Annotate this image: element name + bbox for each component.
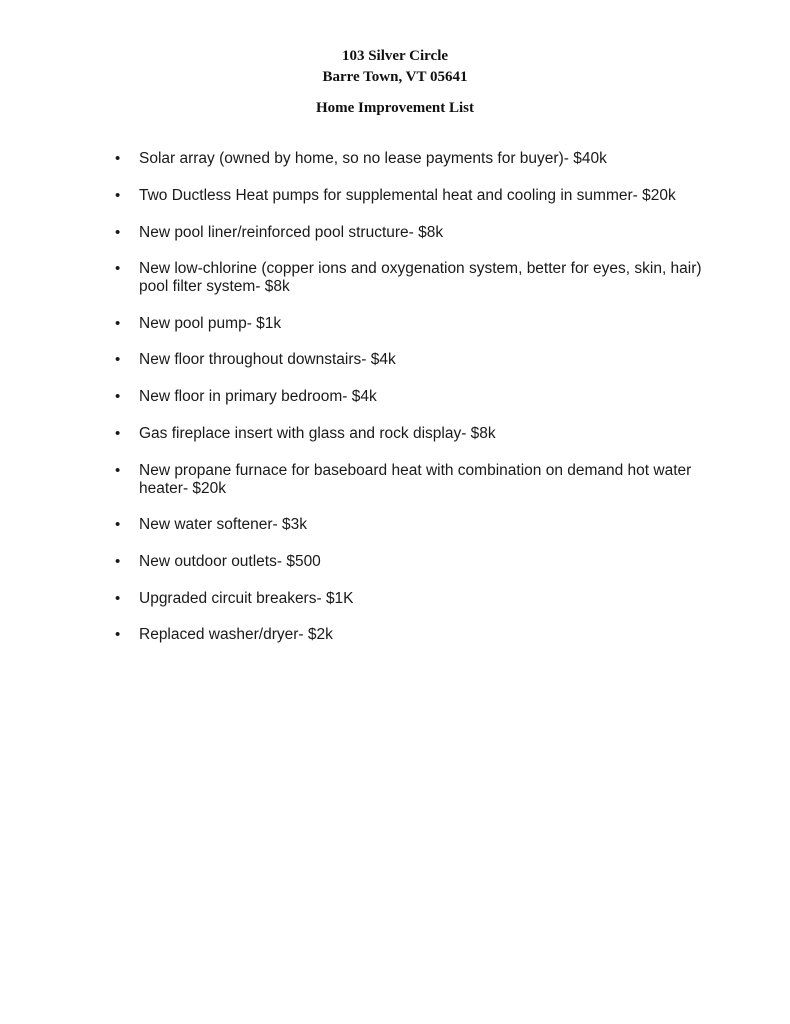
bullet-icon: • <box>115 150 121 167</box>
bullet-icon: • <box>115 224 121 241</box>
list-title: Home Improvement List <box>315 100 475 116</box>
bullet-icon: • <box>115 516 121 533</box>
list-item-text: Solar array (owned by home, so no lease payments for buyer)- $40k <box>139 150 607 167</box>
address-line-1: 103 Silver Circle <box>341 48 449 64</box>
bullet-icon: • <box>115 626 121 643</box>
bullet-icon: • <box>115 351 121 368</box>
address-line-2: Barre Town, VT 05641 <box>322 69 468 85</box>
list-item-text: New outdoor outlets- $500 <box>139 553 321 570</box>
bullet-icon: • <box>115 388 121 405</box>
list-item-text: Two Ductless Heat pumps for supplemental heat and cooling in summer- $20k <box>139 187 676 204</box>
list-item-text: New propane furnace for baseboard heat with combination on demand hot water heater- $20k <box>139 462 692 497</box>
list-item-text: New floor in primary bedroom- $4k <box>139 388 377 405</box>
list-item-text: Gas fireplace insert with glass and rock display- $8k <box>139 425 496 442</box>
list-item-text: New low-chlorine (copper ions and oxygenation system, better for eyes, skin, hair) pool filter system- $8k <box>139 260 702 295</box>
bullet-icon: • <box>115 590 121 607</box>
list-item-text: New water softener- $3k <box>139 516 307 533</box>
bullet-icon: • <box>115 553 121 570</box>
bullet-icon: • <box>115 425 121 442</box>
list-item-text: New floor throughout downstairs- $4k <box>139 351 396 368</box>
list-item-text: New pool liner/reinforced pool structure- $8k <box>139 224 444 241</box>
list-item-text: New pool pump- $1k <box>139 315 282 332</box>
list-item-text: Upgraded circuit breakers- $1K <box>139 590 354 607</box>
bullet-icon: • <box>115 260 121 277</box>
bullet-icon: • <box>115 462 121 479</box>
list-item-text: Replaced washer/dryer- $2k <box>139 626 333 643</box>
bullet-icon: • <box>115 315 121 332</box>
bullet-icon: • <box>115 187 121 204</box>
